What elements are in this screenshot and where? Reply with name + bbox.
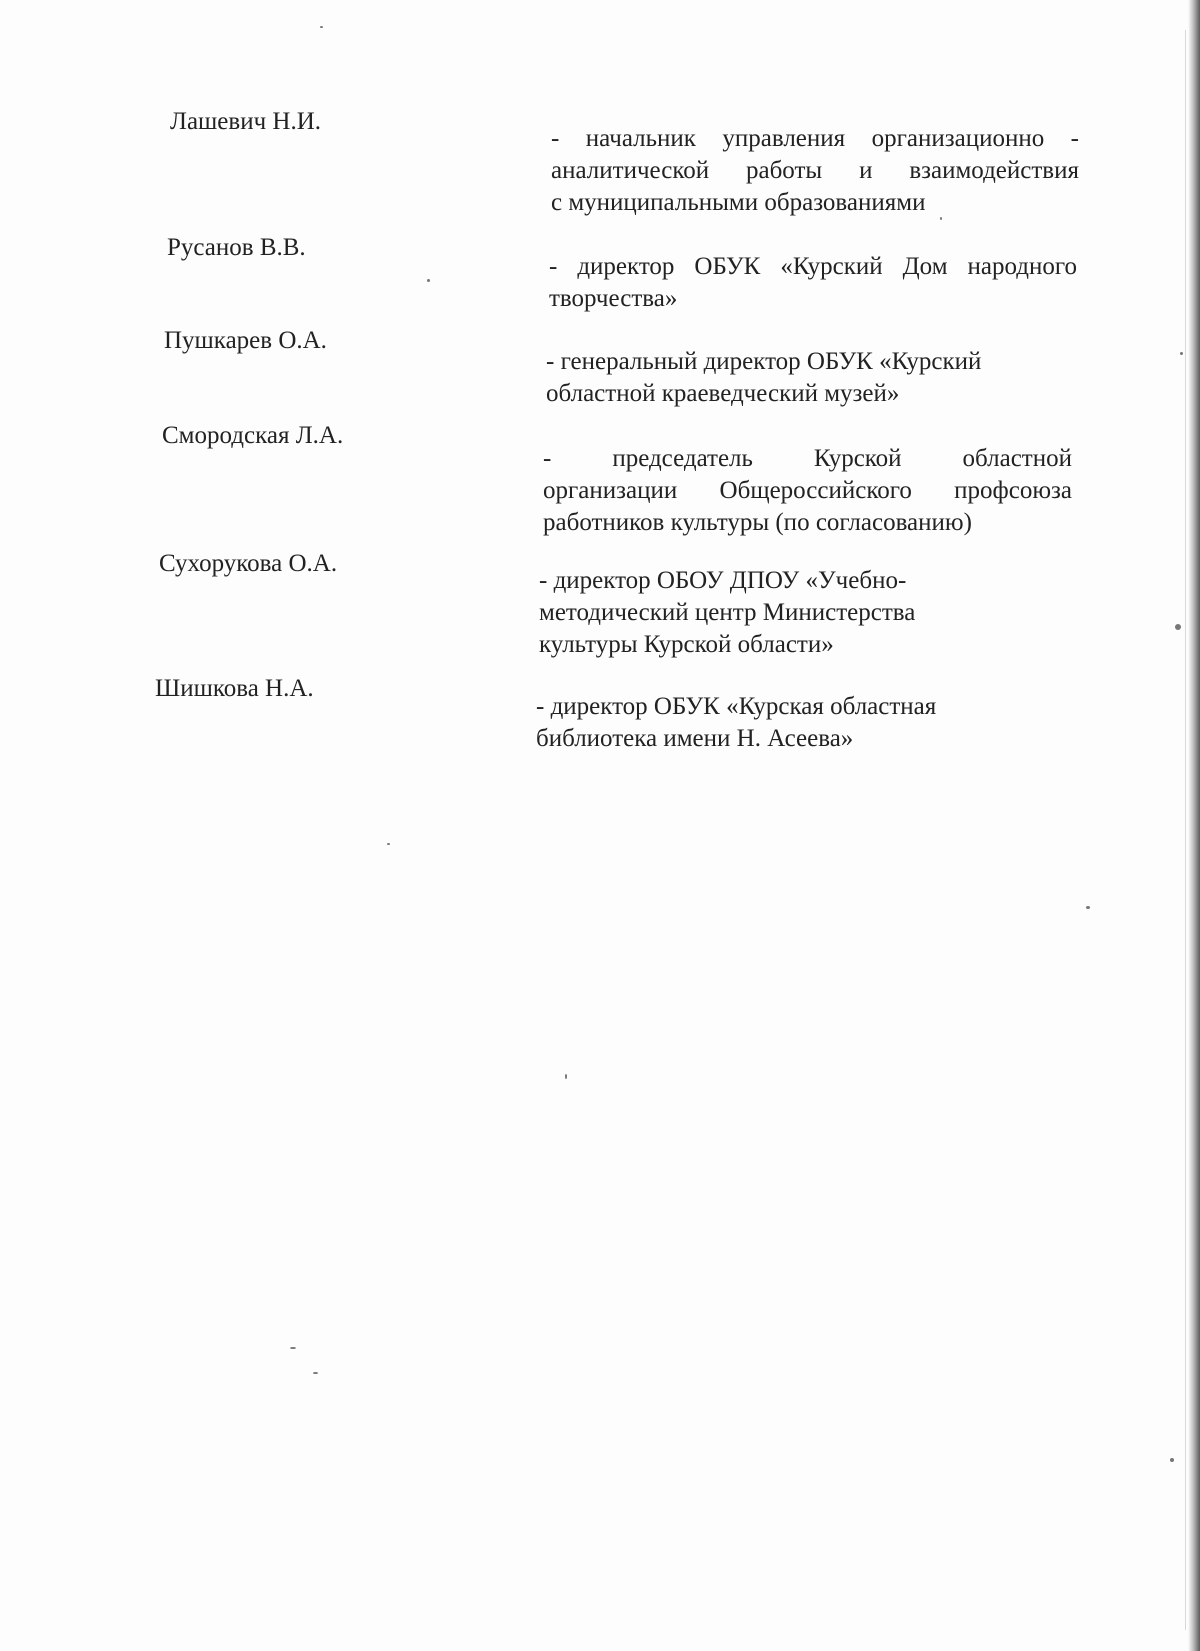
- member-role-line: - директор ОБУК «Курский Дом народного: [549, 253, 1077, 280]
- member-role: [551, 123, 1079, 219]
- member-role-line: организации Общероссийского профсоюза: [543, 477, 1072, 504]
- member-role-line: - генеральный директор ОБУК «Курский: [546, 348, 982, 375]
- scan-speck: [1175, 624, 1181, 630]
- scan-speck: [290, 1347, 296, 1349]
- member-name: Русанов В.В.: [167, 234, 306, 261]
- member-role-line: творчества»: [549, 285, 678, 312]
- member-role-line: культуры Курской области»: [539, 631, 834, 658]
- member-role-line: - директор ОБОУ ДПОУ «Учебно-: [539, 567, 907, 594]
- scan-speck: [320, 26, 323, 28]
- scan-speck: [313, 1372, 318, 1374]
- scan-speck: [565, 1074, 567, 1079]
- member-name: Пушкарев О.А.: [164, 327, 327, 354]
- scan-speck: [427, 279, 430, 282]
- member-role: [549, 251, 1077, 315]
- member-role-line: библиотека имени Н. Асеева»: [536, 725, 854, 752]
- member-role-line: - председатель Курской областной: [543, 445, 1072, 472]
- member-name: Сухорукова О.А.: [159, 550, 338, 577]
- scan-speck: [1180, 352, 1183, 355]
- member-role: [539, 565, 979, 661]
- member-name: Смородская Л.А.: [162, 422, 344, 449]
- member-role-line: областной краеведческий музей»: [546, 380, 900, 407]
- member-role-line: работников культуры (по согласованию): [543, 509, 972, 536]
- member-role-line: с муниципальными образованиями: [551, 189, 926, 216]
- member-role: [536, 691, 996, 755]
- member-role-line: - начальник управления организационно -: [551, 125, 1079, 152]
- scan-speck: [1086, 906, 1090, 909]
- member-name: Лашевич Н.И.: [170, 108, 322, 135]
- member-name: Шишкова Н.А.: [155, 675, 314, 702]
- scan-speck: [1170, 1458, 1174, 1462]
- scan-speck: [387, 843, 390, 845]
- scan-edge-shadow: [1188, 0, 1200, 1651]
- scan-edge-line: [1185, 30, 1186, 1630]
- member-role-line: аналитической работы и взаимодействия: [551, 157, 1079, 184]
- member-role-line: - директор ОБУК «Курская областная: [536, 693, 937, 720]
- member-role-line: методический центр Министерства: [539, 599, 916, 626]
- member-role: [543, 443, 1072, 539]
- member-role: [546, 346, 1026, 410]
